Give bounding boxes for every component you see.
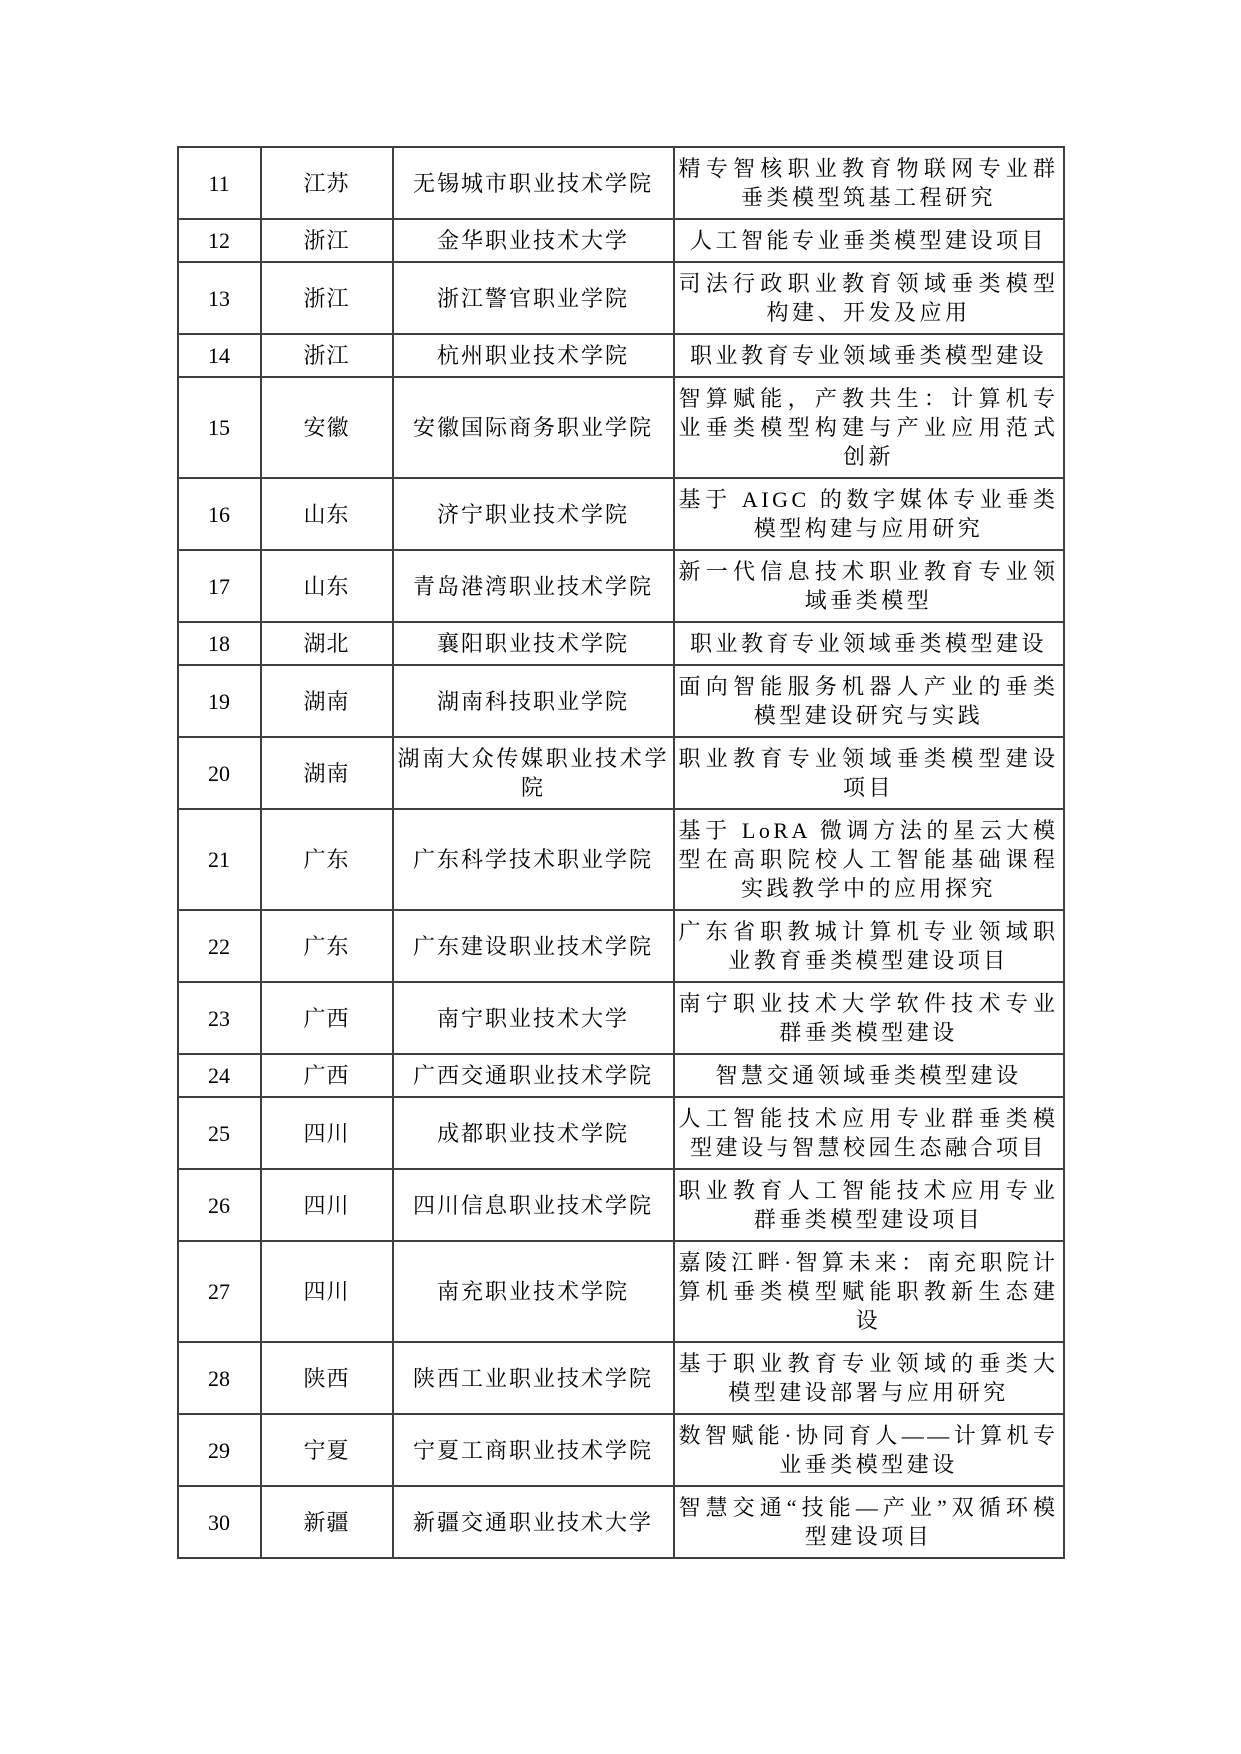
- row-number-cell: 13: [178, 262, 261, 334]
- project-title-cell: 精专智核职业教育物联网专业群垂类模型筑基工程研究: [674, 147, 1064, 219]
- province-cell: 江苏: [261, 147, 393, 219]
- table-row: [178, 1097, 1064, 1169]
- table-row: [178, 1054, 1064, 1097]
- province-cell: 广西: [261, 1054, 393, 1097]
- province-cell: 浙江: [261, 219, 393, 262]
- row-number-cell: 26: [178, 1169, 261, 1241]
- school-cell: 广东科学技术职业学院: [393, 809, 674, 910]
- row-number-cell: 20: [178, 737, 261, 809]
- row-number-cell: 11: [178, 147, 261, 219]
- province-cell: 四川: [261, 1169, 393, 1241]
- school-cell: 南充职业技术学院: [393, 1241, 674, 1342]
- project-title-cell: 职业教育人工智能技术应用专业群垂类模型建设项目: [674, 1169, 1064, 1241]
- table-row: [178, 622, 1064, 665]
- project-title-cell: 职业教育专业领域垂类模型建设项目: [674, 737, 1064, 809]
- school-cell: 无锡城市职业技术学院: [393, 147, 674, 219]
- row-number-cell: 17: [178, 550, 261, 622]
- table-row: [178, 1414, 1064, 1486]
- school-cell: 广西交通职业技术学院: [393, 1054, 674, 1097]
- project-table-body: [178, 147, 1064, 1558]
- project-title-cell: 基于 LoRA 微调方法的星云大模型在高职院校人工智能基础课程实践教学中的应用探究: [674, 809, 1064, 910]
- table-row: [178, 478, 1064, 550]
- row-number-cell: 19: [178, 665, 261, 737]
- school-cell: 南宁职业技术大学: [393, 982, 674, 1054]
- table-row: [178, 147, 1064, 219]
- province-cell: 陕西: [261, 1342, 393, 1414]
- project-table: [177, 146, 1065, 1559]
- project-title-cell: 基于 AIGC 的数字媒体专业垂类模型构建与应用研究: [674, 478, 1064, 550]
- row-number-cell: 28: [178, 1342, 261, 1414]
- project-title-cell: 人工智能专业垂类模型建设项目: [674, 219, 1064, 262]
- table-row: [178, 334, 1064, 377]
- school-cell: 湖南科技职业学院: [393, 665, 674, 737]
- row-number-cell: 12: [178, 219, 261, 262]
- project-title-cell: 广东省职教城计算机专业领域职业教育垂类模型建设项目: [674, 910, 1064, 982]
- school-cell: 宁夏工商职业技术学院: [393, 1414, 674, 1486]
- project-title-cell: 面向智能服务机器人产业的垂类模型建设研究与实践: [674, 665, 1064, 737]
- table-row: [178, 219, 1064, 262]
- school-cell: 济宁职业技术学院: [393, 478, 674, 550]
- school-cell: 成都职业技术学院: [393, 1097, 674, 1169]
- table-row: [178, 737, 1064, 809]
- school-cell: 安徽国际商务职业学院: [393, 377, 674, 478]
- table-row: [178, 262, 1064, 334]
- row-number-cell: 27: [178, 1241, 261, 1342]
- province-cell: 新疆: [261, 1486, 393, 1558]
- row-number-cell: 18: [178, 622, 261, 665]
- province-cell: 湖北: [261, 622, 393, 665]
- province-cell: 浙江: [261, 334, 393, 377]
- row-number-cell: 22: [178, 910, 261, 982]
- province-cell: 广东: [261, 809, 393, 910]
- province-cell: 宁夏: [261, 1414, 393, 1486]
- project-title-cell: 数智赋能·协同育人——计算机专业垂类模型建设: [674, 1414, 1064, 1486]
- table-row: [178, 982, 1064, 1054]
- table-row: [178, 1486, 1064, 1558]
- project-title-cell: 智算赋能，产教共生：计算机专业垂类模型构建与产业应用范式创新: [674, 377, 1064, 478]
- school-cell: 四川信息职业技术学院: [393, 1169, 674, 1241]
- province-cell: 四川: [261, 1097, 393, 1169]
- province-cell: 四川: [261, 1241, 393, 1342]
- school-cell: 浙江警官职业学院: [393, 262, 674, 334]
- province-cell: 浙江: [261, 262, 393, 334]
- province-cell: 山东: [261, 478, 393, 550]
- table-row: [178, 377, 1064, 478]
- province-cell: 广东: [261, 910, 393, 982]
- project-title-cell: 南宁职业技术大学软件技术专业群垂类模型建设: [674, 982, 1064, 1054]
- table-row: [178, 1342, 1064, 1414]
- row-number-cell: 30: [178, 1486, 261, 1558]
- row-number-cell: 29: [178, 1414, 261, 1486]
- row-number-cell: 15: [178, 377, 261, 478]
- project-title-cell: 职业教育专业领域垂类模型建设: [674, 334, 1064, 377]
- province-cell: 湖南: [261, 665, 393, 737]
- school-cell: 湖南大众传媒职业技术学院: [393, 737, 674, 809]
- province-cell: 湖南: [261, 737, 393, 809]
- row-number-cell: 25: [178, 1097, 261, 1169]
- project-title-cell: 职业教育专业领域垂类模型建设: [674, 622, 1064, 665]
- table-row: [178, 1169, 1064, 1241]
- school-cell: 陕西工业职业技术学院: [393, 1342, 674, 1414]
- project-title-cell: 基于职业教育专业领域的垂类大模型建设部署与应用研究: [674, 1342, 1064, 1414]
- project-title-cell: 嘉陵江畔·智算未来：南充职院计算机垂类模型赋能职教新生态建设: [674, 1241, 1064, 1342]
- project-title-cell: 新一代信息技术职业教育专业领域垂类模型: [674, 550, 1064, 622]
- table-row: [178, 1241, 1064, 1342]
- school-cell: 青岛港湾职业技术学院: [393, 550, 674, 622]
- project-title-cell: 智慧交通领域垂类模型建设: [674, 1054, 1064, 1097]
- school-cell: 广东建设职业技术学院: [393, 910, 674, 982]
- school-cell: 杭州职业技术学院: [393, 334, 674, 377]
- row-number-cell: 21: [178, 809, 261, 910]
- row-number-cell: 24: [178, 1054, 261, 1097]
- row-number-cell: 23: [178, 982, 261, 1054]
- project-title-cell: 司法行政职业教育领域垂类模型构建、开发及应用: [674, 262, 1064, 334]
- school-cell: 襄阳职业技术学院: [393, 622, 674, 665]
- row-number-cell: 14: [178, 334, 261, 377]
- project-title-cell: 人工智能技术应用专业群垂类模型建设与智慧校园生态融合项目: [674, 1097, 1064, 1169]
- school-cell: 金华职业技术大学: [393, 219, 674, 262]
- row-number-cell: 16: [178, 478, 261, 550]
- province-cell: 安徽: [261, 377, 393, 478]
- table-row: [178, 910, 1064, 982]
- school-cell: 新疆交通职业技术大学: [393, 1486, 674, 1558]
- project-title-cell: 智慧交通“技能—产业”双循环模型建设项目: [674, 1486, 1064, 1558]
- table-row: [178, 665, 1064, 737]
- province-cell: 山东: [261, 550, 393, 622]
- province-cell: 广西: [261, 982, 393, 1054]
- table-row: [178, 809, 1064, 910]
- table-row: [178, 550, 1064, 622]
